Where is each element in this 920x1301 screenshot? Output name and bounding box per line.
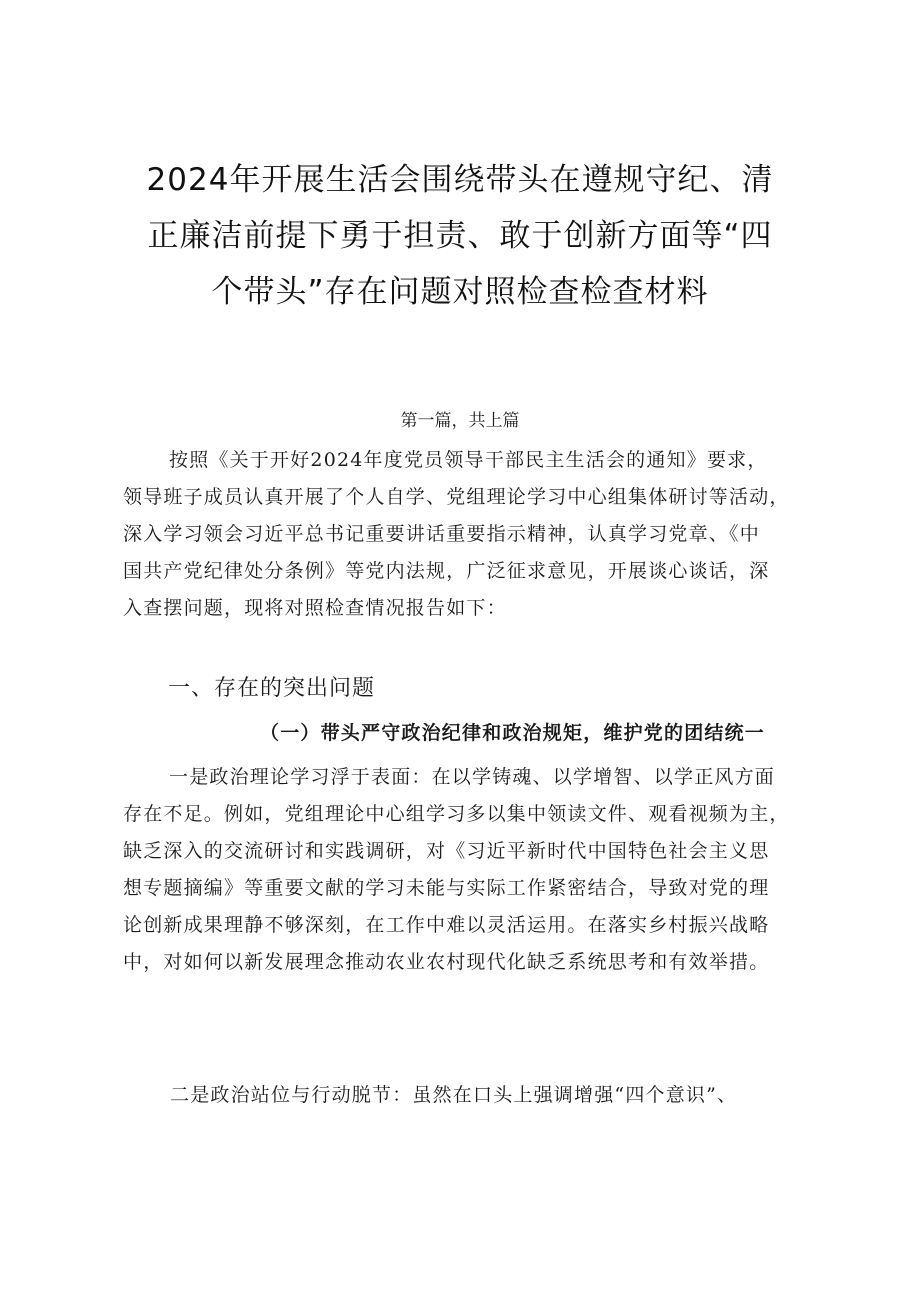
problem-paragraph-1 <box>123 759 813 981</box>
subsection-heading: （一）带头严守政治纪律和政治规矩，维护党的团结统一 <box>260 722 766 744</box>
title-line: 2024年开展生活会围绕带头在遵规守纪、清 <box>146 162 774 198</box>
paragraph-line: 想专题摘编》等重要文献的学习未能与实际工作紧密结合，导致对党的理 <box>123 877 770 899</box>
paragraph-line: 论创新成果理静不够深刻，在工作中难以灵活运用。在落实乡村振兴战略 <box>123 914 770 936</box>
paragraph-line: 存在不足。例如，党组理论中心组学习多以集中领读文件、观看视频为主， <box>123 803 790 825</box>
document-title <box>110 152 810 320</box>
intro-line: 领导班子成员认真开展了个人自学、党组理论学习中心组集体研讨等活动， <box>123 486 790 508</box>
intro-line: 按照《关于开好2024年度党员领导干部民主生活会的通知》要求， <box>169 449 768 471</box>
intro-line: 国共产党纪律处分条例》等党内法规，广泛征求意见，开展谈心谈话，深 <box>123 560 770 582</box>
title-line: 个带头”存在问题对照检查检查材料 <box>211 274 709 310</box>
problem-paragraph-2: 二是政治站位与行动脱节：虽然在口头上强调增强“四个意识”、 <box>170 1084 738 1106</box>
document-subtitle: 第一篇，共上篇 <box>400 411 520 431</box>
paragraph-line: 中，对如何以新发展理念推动农业农村现代化缺乏系统思考和有效举措。 <box>123 951 770 973</box>
paragraph-line: 缺乏深入的交流研讨和实践调研，对《习近平新时代中国特色社会主义思 <box>123 840 770 862</box>
paragraph-line: 一是政治理论学习浮于表面：在以学铸魂、以学增智、以学正风方面 <box>169 766 776 788</box>
section-heading: 一、存在的突出问题 <box>168 676 376 701</box>
intro-paragraph <box>123 442 813 627</box>
intro-line: 入查摆问题，现将对照检查情况报告如下： <box>123 597 507 619</box>
title-line: 正廉洁前提下勇于担责、敢于创新方面等“四 <box>147 218 773 254</box>
intro-line: 深入学习领会习近平总书记重要讲话重要指示精神，认真学习党章、《中 <box>123 523 760 545</box>
